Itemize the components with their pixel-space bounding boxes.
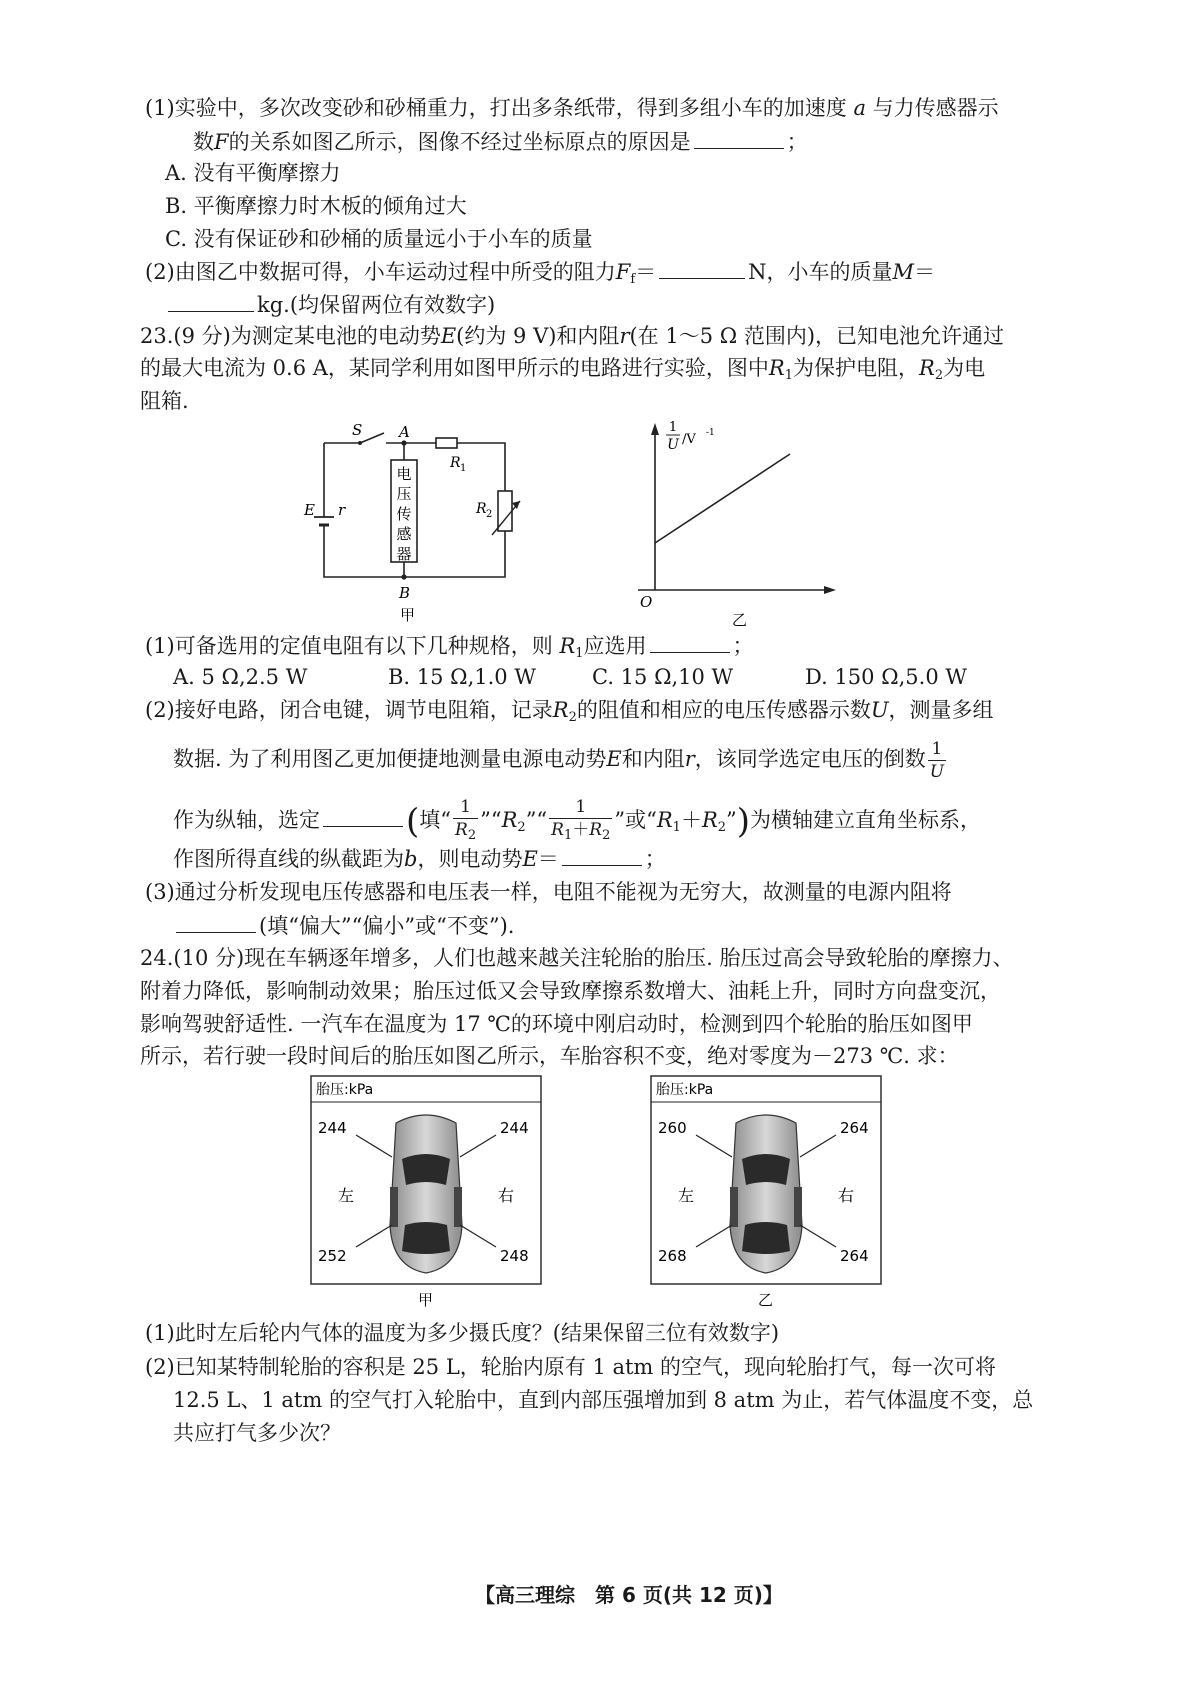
car-icon	[730, 1115, 802, 1273]
q24-stem-line2: 附着力降低，影响制动效果；胎压过低又会导致摩擦系数增大、油耗上升，同时方向盘变沉，	[140, 979, 1001, 1003]
figure-title: 胎压:kPa	[316, 1082, 374, 1098]
q23-part2-line4: 作图所得直线的纵截距为b，则电动势E＝ ；	[173, 843, 666, 874]
front-right-pressure: 264	[840, 1119, 869, 1137]
answer-blank[interactable]	[650, 630, 730, 653]
q24-part1: (1)此时左后轮内气体的温度为多少摄氏度？(结果保留三位有效数字)	[145, 1321, 780, 1345]
caption-jia: 甲	[418, 1291, 434, 1309]
sensor-char: 感	[396, 525, 412, 543]
rear-left-pressure: 252	[318, 1247, 347, 1265]
node-a-label: A	[399, 423, 410, 441]
q22-part2-line1: (2)由图乙中数据可得，小车运动过程中所受的阻力$F_f= N$，小车的质量M＝	[145, 256, 935, 295]
rear-right-pressure: 248	[500, 1247, 529, 1265]
q22-option-b: B. 平衡摩擦力时木板的倾角过大	[165, 194, 467, 218]
switch-label: S	[352, 421, 363, 439]
sensor-char: 电	[396, 465, 412, 483]
tire-pressure-figure-yi	[650, 1075, 882, 1315]
ylabel-denominator: U	[667, 437, 679, 453]
q24-part2-line2: 12.5 L、1 atm 的空气打入轮胎中，直到内部压强增加到 8 atm 为止，若气体温度不变，总	[173, 1388, 1034, 1412]
q24-stem-line1: 24.(10 分)现在车辆逐年增多，人们也越来越关注轮胎的胎压. 胎压过高会导致轮胎的摩擦力、	[140, 946, 1014, 970]
q23-part2-line2: 数据. 为了利用图乙更加便捷地测量电源电动势E和内阻r，该同学选定电压的倒数 $\frac{1}{U}$	[173, 739, 945, 782]
q24-stem-line3: 影响驾驶舒适性. 一汽车在温度为 17 ℃的环境中刚启动时，检测到四个轮胎的胎压如图甲	[140, 1012, 973, 1036]
ylabel-unit-exponent: -1	[706, 428, 715, 438]
q23-part1: (1)可备选用的定值电阻有以下几种规格，则 $R_1$应选用 ；	[145, 630, 754, 669]
answer-blank[interactable]	[168, 289, 254, 312]
q23-part3-line2: (填“偏大”“偏小”或“不变”).	[173, 910, 514, 941]
r1-label: R	[450, 455, 461, 471]
q24-part2-line1: (2)已知某特制轮胎的容积是 25 L，轮胎内原有 1 atm 的空气，现向轮胎打气，每一次可将	[145, 1355, 997, 1379]
q22-part1-line1: (1)实验中，多次改变砂和砂桶重力，打出多条纸带，得到多组小车的加速度 a 与力传感器示	[145, 96, 999, 120]
left-label: 左	[338, 1186, 355, 1205]
answer-blank[interactable]	[694, 126, 784, 149]
q23-stem-line1: 23.(9 分)为测定某电池的电动势E(约为 9 V)和内阻r(在 1～5 Ω 范围内)，已知电池允许通过	[140, 324, 1005, 348]
q23-part3-line1: (3)通过分析发现电压传感器和电压表一样，电阻不能视为无穷大，故测量的电源内阻将	[145, 880, 952, 904]
figure-title: 胎压:kPa	[656, 1082, 714, 1098]
q22-part1-line2: 数F的关系如图乙所示，图像不经过坐标原点的原因是 ；	[193, 126, 808, 157]
node-b-label: B	[399, 584, 411, 602]
page-footer: 【高三理综 第 6 页(共 12 页)】	[475, 1583, 783, 1607]
front-left-pressure: 244	[318, 1119, 347, 1137]
answer-blank[interactable]	[659, 256, 745, 279]
rear-right-pressure: 264	[840, 1247, 869, 1265]
caption-yi: 乙	[732, 611, 748, 629]
sensor-char: 器	[396, 545, 412, 563]
front-right-pressure: 244	[500, 1119, 529, 1137]
q23-option-c: C. 15 Ω,10 W	[592, 665, 734, 689]
right-label: 右	[838, 1186, 855, 1205]
emf-label: E	[304, 501, 315, 519]
q23-part2-line1: (2)接好电路，闭合电键，调节电阻箱，记录$R_2$的阻值和相应的电压传感器示数U，测量多组	[145, 698, 994, 725]
q23-option-b: B. 15 Ω,1.0 W	[388, 665, 536, 689]
r2-subscript: 2	[486, 509, 493, 520]
left-label: 左	[678, 1186, 695, 1205]
graph-1-over-u	[630, 415, 850, 630]
answer-blank[interactable]	[323, 804, 403, 827]
ylabel-numerator: 1	[668, 420, 678, 435]
r2-label: R	[476, 501, 487, 517]
caption-jia: 甲	[400, 606, 416, 624]
q23-option-d: D. 150 Ω,5.0 W	[805, 665, 967, 689]
right-label: 右	[498, 1186, 515, 1205]
ylabel-unit: /V	[682, 432, 696, 447]
car-icon	[390, 1115, 462, 1273]
q23-stem-line2: 的最大电流为 0.6 A，某同学利用如图甲所示的电路进行实验，图中$R_1$为保护电阻，$R_2$为电	[140, 356, 986, 383]
answer-blank[interactable]	[562, 843, 642, 866]
q22-option-c: C. 没有保证砂和砂桶的质量远小于小车的质量	[165, 227, 593, 251]
sensor-char: 压	[396, 485, 412, 503]
q23-option-a: A. 5 Ω,2.5 W	[173, 665, 308, 689]
q22-part2-line2: kg.(均保留两位有效数字)	[165, 289, 495, 320]
answer-blank[interactable]	[176, 910, 256, 933]
q24-part2-line3: 共应打气多少次？	[173, 1421, 341, 1445]
q24-stem-line4: 所示，若行驶一段时间后的胎压如图乙所示，车胎容积不变，绝对零度为－273 ℃. 求：	[140, 1044, 959, 1068]
sensor-char: 传	[396, 505, 412, 523]
rear-left-pressure: 268	[658, 1247, 687, 1265]
q22-option-a: A. 没有平衡摩擦力	[165, 161, 341, 185]
q23-stem-line3: 阻箱.	[140, 389, 189, 413]
front-left-pressure: 260	[658, 1119, 687, 1137]
q23-part2-line3: 作为纵轴，选定 (填“ $\frac{1}{R_2}$ $”“R_2”“$ $\frac{1}{R_1+R_2}$ ”或“$R_1+R_2$”)为横轴建立直角坐标系，	[173, 797, 982, 843]
r1-subscript: 1	[460, 463, 467, 474]
caption-yi: 乙	[758, 1291, 774, 1309]
circuit-diagram	[300, 415, 560, 625]
internal-r-label: r	[338, 501, 346, 519]
tire-pressure-figure-jia	[310, 1075, 542, 1315]
origin-label: O	[640, 593, 653, 611]
